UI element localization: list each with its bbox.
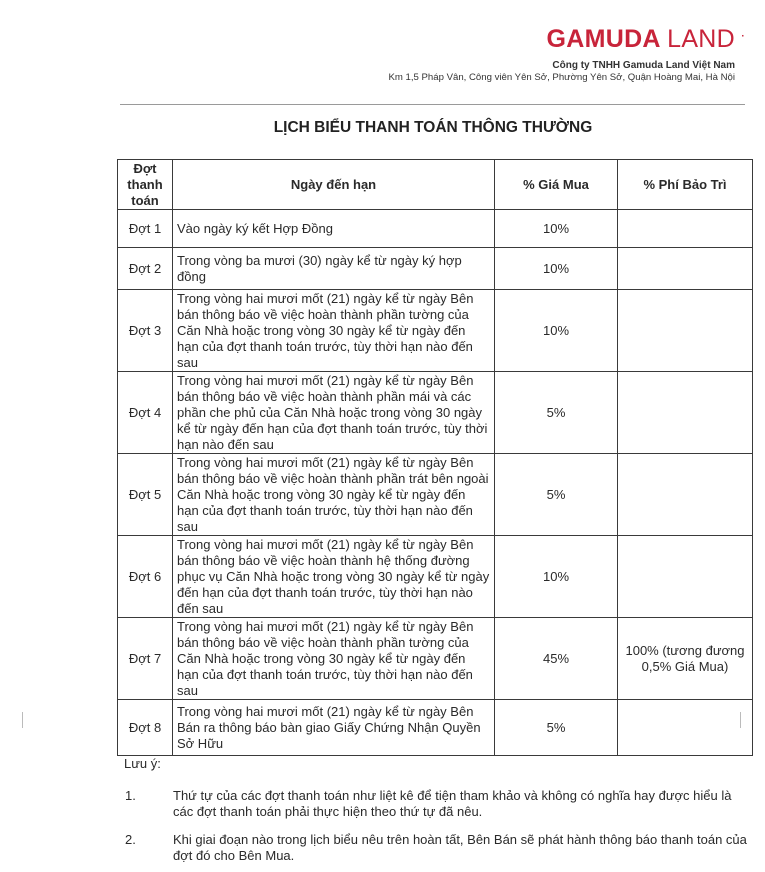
due-cell: Trong vòng hai mươi mốt (21) ngày kể từ ngày Bên bán thông báo về việc hoàn thành phần tường của Căn Nhà hoặc trong vòng 30 ngày kể từ ngày đến hạn của đợt thanh toán trước, tùy thời hạn nào đến sau [173,618,495,700]
phase-cell: Đợt 3 [118,290,173,372]
percent-cell: 45% [495,618,618,700]
table-header-row [118,160,753,210]
logo-dot: · [741,31,745,42]
due-cell: Trong vòng hai mươi mốt (21) ngày kể từ ngày Bên bán thông báo về việc hoàn thành hệ thống đường phục vụ Căn Nhà hoặc trong vòng 30 ngày kể từ ngày đến hạn của đợt thanh toán trước, tùy thời hạn nào đến sau [173,536,495,618]
letterhead [215,24,745,84]
due-cell: Trong vòng hai mươi mốt (21) ngày kể từ ngày Bên bán thông báo về việc hoàn thành phần mái và các phần che phủ của Căn Nhà hoặc trong vòng 30 ngày kể từ ngày đến hạn của đợt thanh toán trước, tùy thời hạn nào đến sau [173,372,495,454]
fee-cell [618,536,753,618]
table-row [118,210,753,248]
scan-margin-mark [740,712,741,728]
table-row [118,618,753,700]
phase-cell: Đợt 2 [118,248,173,290]
percent-cell: 5% [495,454,618,536]
fee-cell [618,454,753,536]
logo-main-text: GAMUDA [546,25,660,53]
header-maintenance-fee: % Phí Bảo Trì [618,160,753,210]
note-number: 2. [125,832,136,847]
phase-cell: Đợt 5 [118,454,173,536]
payment-schedule-table [117,159,753,756]
document-title: LỊCH BIỂU THANH TOÁN THÔNG THƯỜNG [273,119,593,136]
note-number: 1. [125,788,136,803]
fee-cell [618,210,753,248]
company-logo [546,24,745,54]
header-purchase-percent: % Giá Mua [495,160,618,210]
header-phase: Đợt thanh toán [118,160,173,210]
table-row [118,372,753,454]
fee-cell: 100% (tương đương 0,5% Giá Mua) [618,618,753,700]
fee-cell [618,290,753,372]
percent-cell: 5% [495,372,618,454]
due-cell: Trong vòng ba mươi (30) ngày kể từ ngày ký hợp đồng [173,248,495,290]
table-row [118,248,753,290]
scan-margin-mark [22,712,23,728]
percent-cell: 10% [495,210,618,248]
due-cell: Trong vòng hai mươi mốt (21) ngày kể từ ngày Bên bán thông báo về việc hoàn thành phần tường của Căn Nhà hoặc trong vòng 30 ngày kể từ ngày đến hạn của đợt thanh toán trước, tùy thời hạn nào đến sau [173,290,495,372]
phase-cell: Đợt 1 [118,210,173,248]
due-cell: Trong vòng hai mươi mốt (21) ngày kể từ ngày Bên Bán ra thông báo bàn giao Giấy Chứng Nhận Quyền Sở Hữu [173,700,495,756]
table-row [118,536,753,618]
logo-suffix-text: LAND [667,25,735,53]
phase-cell: Đợt 7 [118,618,173,700]
note-text: Khi giai đoạn nào trong lịch biểu nêu trên hoàn tất, Bên Bán sẽ phát hành thông báo thanh toán của đợt đó cho Bên Mua. [173,832,747,863]
table-row [118,700,753,756]
fee-cell [618,248,753,290]
company-name: Công ty TNHH Gamuda Land Việt Nam [552,60,735,71]
percent-cell: 10% [495,248,618,290]
table-row [118,454,753,536]
table-row [118,290,753,372]
note-text: Thứ tự của các đợt thanh toán như liệt kê để tiện tham khảo và không có nghĩa hay được hiểu là các đợt thanh toán phải thực hiện theo thứ tự đã nêu. [173,788,732,819]
percent-cell: 10% [495,536,618,618]
phase-cell: Đợt 4 [118,372,173,454]
phase-cell: Đợt 6 [118,536,173,618]
due-cell: Vào ngày ký kết Hợp Đồng [173,210,495,248]
due-cell: Trong vòng hai mươi mốt (21) ngày kể từ ngày Bên bán thông báo về việc hoàn thành phần trát bên ngoài Căn Nhà hoặc trong vòng 30 ngày kể từ ngày đến hạn của đợt thanh toán trước, tùy thời hạn nào đến sau [173,454,495,536]
company-address: Km 1,5 Pháp Vân, Công viên Yên Sở, Phường Yên Sở, Quận Hoàng Mai, Hà Nội [388,72,735,83]
header-due-date: Ngày đến hạn [173,160,495,210]
phase-cell: Đợt 8 [118,700,173,756]
percent-cell: 10% [495,290,618,372]
percent-cell: 5% [495,700,618,756]
fee-cell [618,700,753,756]
fee-cell [618,372,753,454]
notes-heading: Lưu ý: [124,756,161,771]
header-divider [120,104,745,105]
